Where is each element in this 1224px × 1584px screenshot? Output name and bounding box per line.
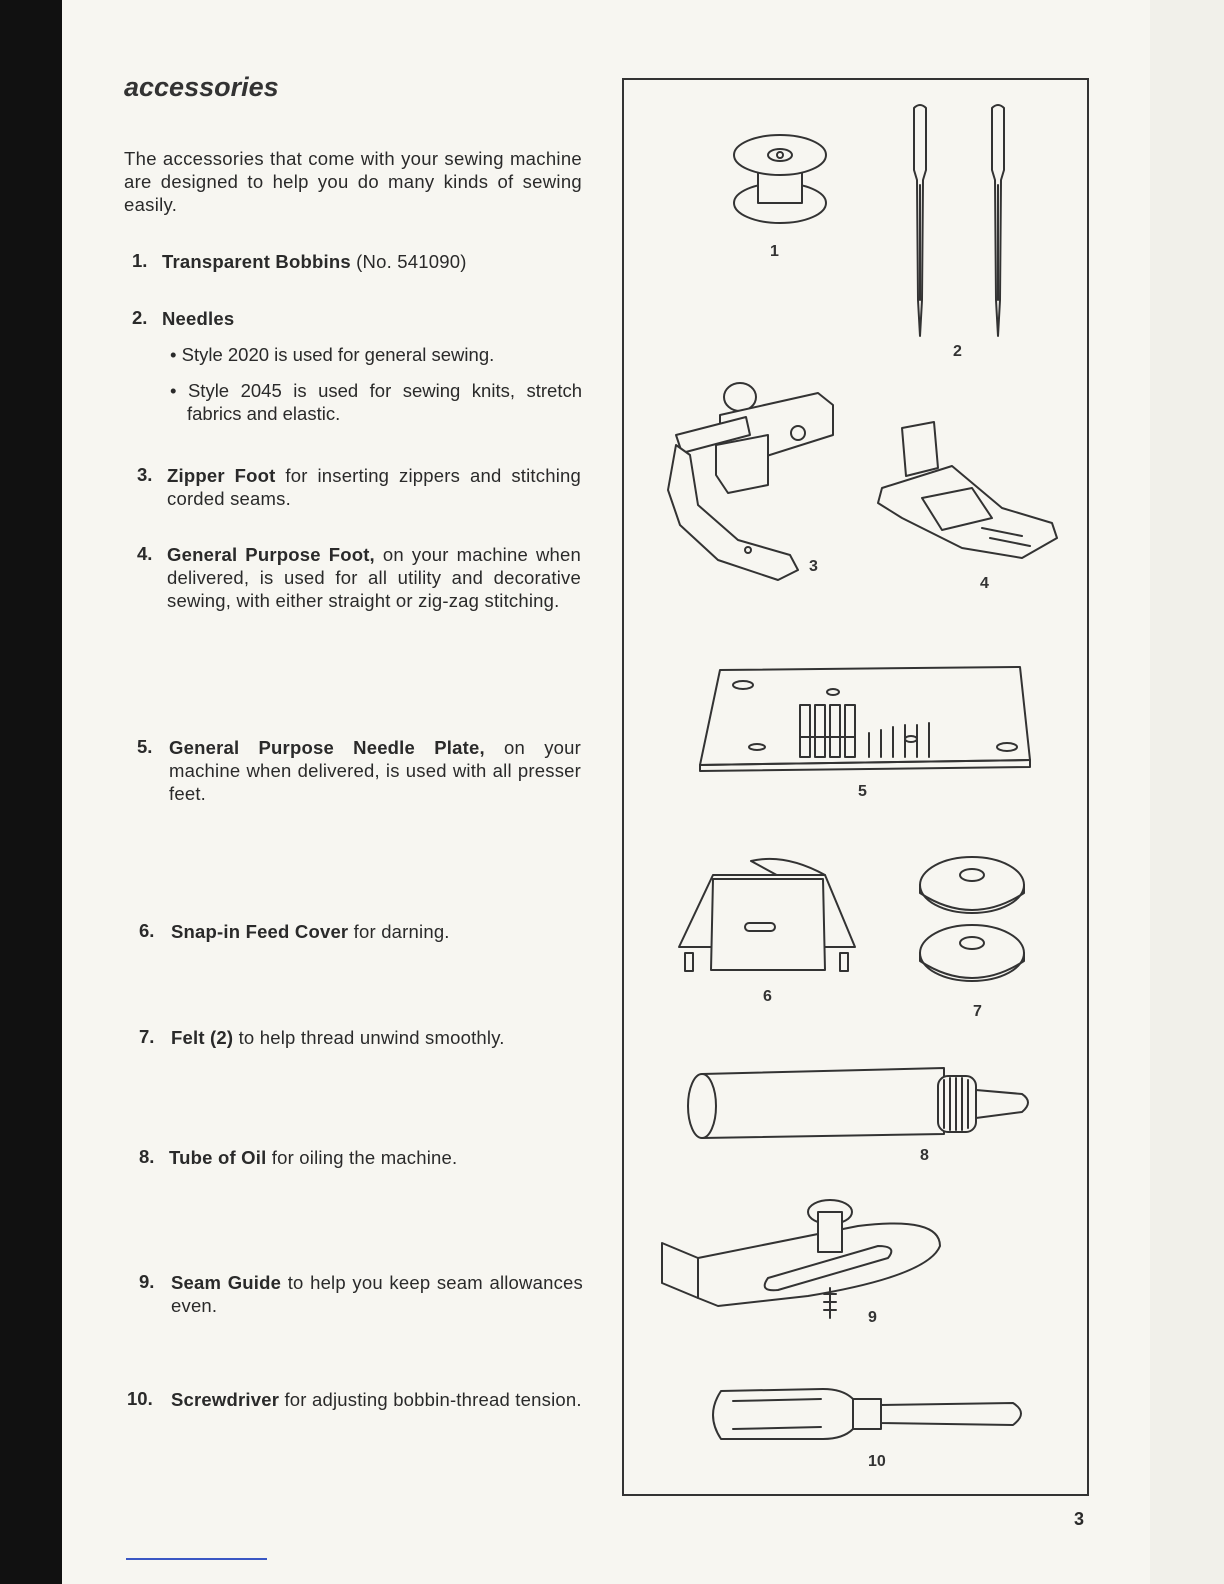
item-text: to help you keep seam allowances even. xyxy=(171,1272,583,1316)
figure-label-2: 2 xyxy=(953,343,962,360)
item-name: General Purpose Foot, xyxy=(167,544,375,565)
footer-rule xyxy=(126,1558,267,1560)
item-text: for adjusting bobbin-thread tension. xyxy=(279,1389,582,1410)
item-name: Tube of Oil xyxy=(169,1147,267,1168)
item-number: 6. xyxy=(139,920,155,941)
item-text: to help thread unwind smoothly. xyxy=(233,1027,505,1048)
scan-left-edge xyxy=(0,0,62,1584)
intro-paragraph: The accessories that come with your sewing machine are designed to help you do many kinds of sewing easily. xyxy=(124,148,582,215)
item-text: on your machine when delivered, is used for all utility and decorative sewing, with either straight or zig-zag stitching. xyxy=(167,544,581,611)
item-number: 2. xyxy=(132,307,148,328)
item-name: Needles xyxy=(162,308,235,329)
list-item-felt xyxy=(171,1026,581,1049)
item-name: Screwdriver xyxy=(171,1389,280,1410)
needle-plate-illustration xyxy=(695,665,1035,775)
item-name: Seam Guide xyxy=(171,1272,282,1293)
item-number: 9. xyxy=(139,1271,155,1292)
item-name: Snap-in Feed Cover xyxy=(171,921,349,942)
item-name: Zipper Foot xyxy=(167,465,276,486)
list-item-screwdriver xyxy=(171,1388,583,1411)
item-number: 1. xyxy=(132,250,148,271)
item-number: 10. xyxy=(127,1388,153,1409)
list-item-seam-guide xyxy=(171,1271,583,1317)
list-item-needle-plate xyxy=(169,736,581,805)
item-number: 8. xyxy=(139,1146,155,1167)
item-number: 7. xyxy=(139,1026,155,1047)
figure-label-1: 1 xyxy=(770,243,779,260)
item-name: Felt (2) xyxy=(171,1027,234,1048)
item-number: 3. xyxy=(137,464,153,485)
item-name: Transparent Bobbins xyxy=(162,251,351,272)
item-number: 5. xyxy=(137,736,153,757)
item-text: (No. 541090) xyxy=(350,251,467,272)
item-text: on your machine when delivered, is used with all presser feet. xyxy=(169,737,581,804)
item-name: General Purpose Needle Plate, xyxy=(169,737,485,758)
page-title: accessories xyxy=(124,72,279,102)
figure-label-5: 5 xyxy=(858,783,867,800)
item-number: 4. xyxy=(137,543,153,564)
list-item-bobbins xyxy=(162,250,582,273)
figure-label-6: 6 xyxy=(763,988,772,1005)
needles-illustration xyxy=(900,100,1020,340)
feed-cover-illustration xyxy=(675,855,860,980)
bobbin-illustration xyxy=(725,125,835,235)
needle-bullet-2045: • Style 2045 is used for sewing knits, stretch fabrics and elastic. xyxy=(170,380,582,424)
list-item-feed-cover xyxy=(171,920,581,943)
item-text: for oiling the machine. xyxy=(266,1147,458,1168)
figure-label-7: 7 xyxy=(973,1003,982,1020)
figure-label-4: 4 xyxy=(980,575,989,592)
item-text: for inserting zippers and stitching corded seams. xyxy=(167,465,581,509)
list-item-needles xyxy=(162,307,582,330)
felt-illustration xyxy=(916,845,1034,995)
item-text: for darning. xyxy=(348,921,450,942)
figure-label-3: 3 xyxy=(809,558,818,575)
list-item-zipper-foot xyxy=(167,464,581,510)
page-number: 3 xyxy=(1074,1509,1085,1529)
needle-bullet-2020: • Style 2020 is used for general sewing. xyxy=(170,344,495,365)
oil-tube-illustration xyxy=(682,1062,1040,1142)
general-purpose-foot-illustration xyxy=(872,418,1067,568)
screwdriver-illustration xyxy=(703,1385,1031,1445)
figure-label-10: 10 xyxy=(868,1453,886,1470)
figure-label-9: 9 xyxy=(868,1309,877,1326)
seam-guide-illustration xyxy=(658,1198,948,1328)
list-item-oil xyxy=(169,1146,581,1169)
list-item-general-foot xyxy=(167,543,581,612)
figure-label-8: 8 xyxy=(920,1147,929,1164)
scan-right-edge xyxy=(1150,0,1224,1584)
